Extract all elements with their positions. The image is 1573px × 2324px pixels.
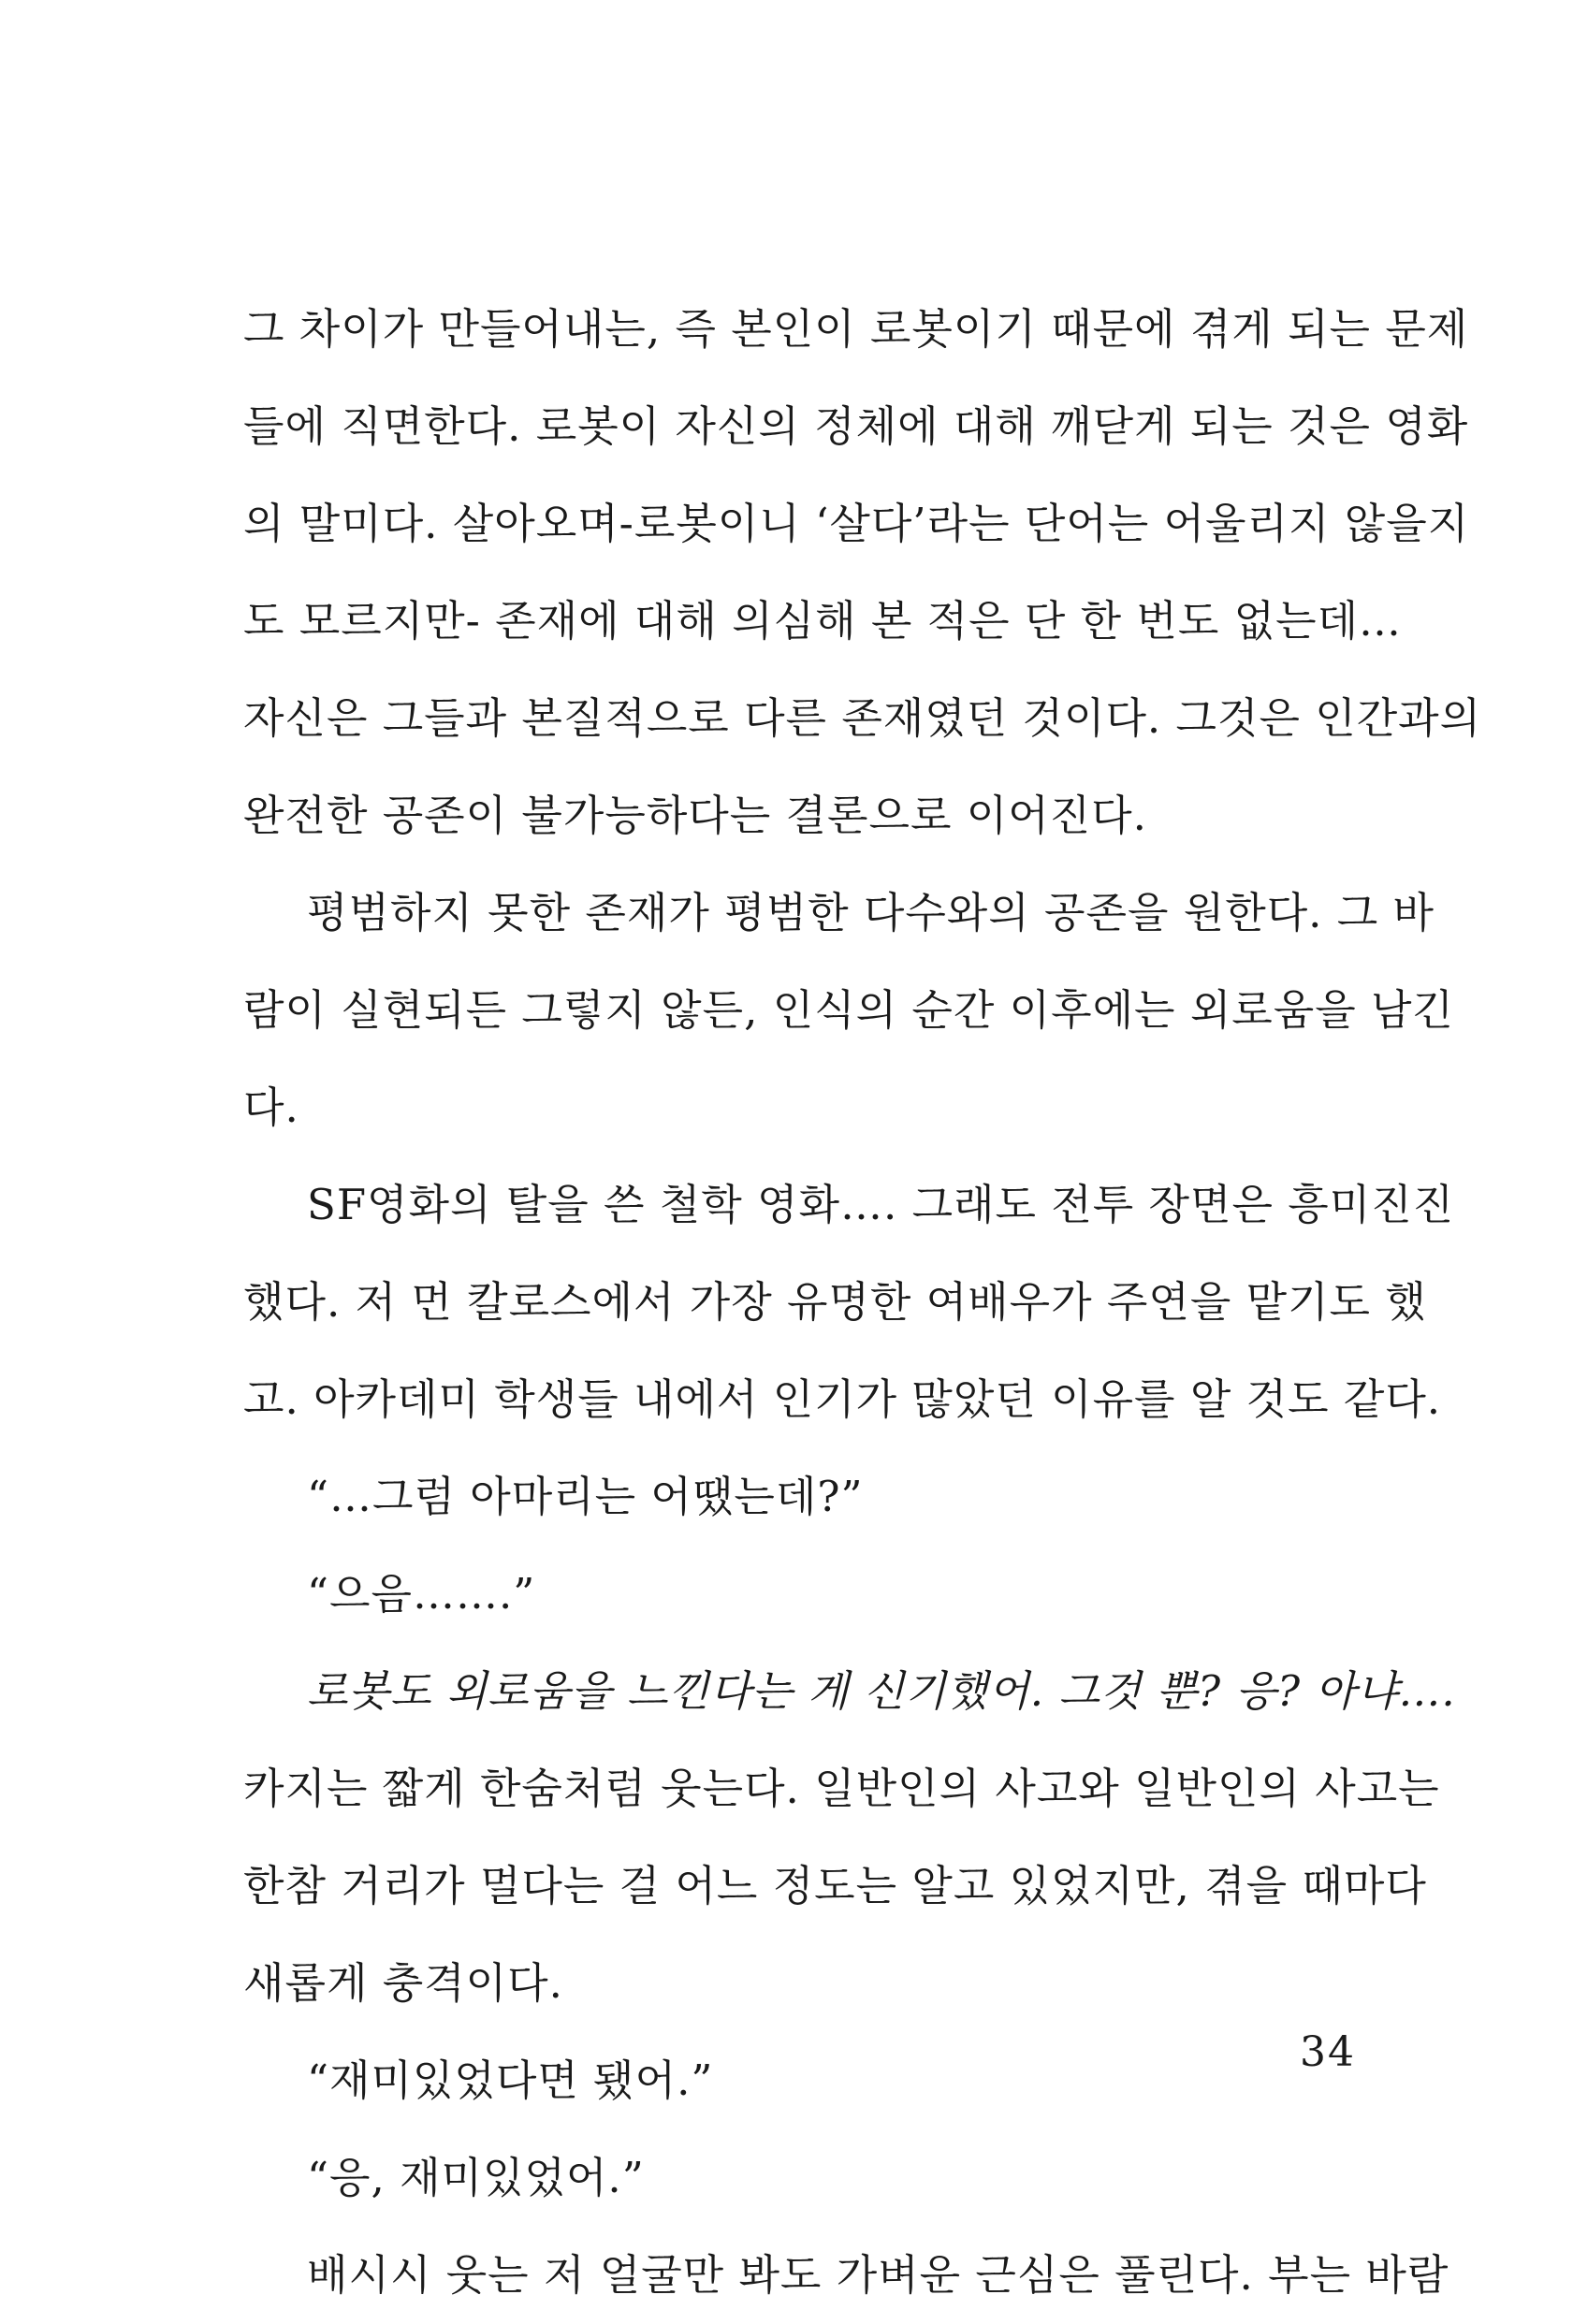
page-number: 34 (1300, 2028, 1356, 2076)
text-line: 도 모르지만- 존재에 대해 의심해 본 적은 단 한 번도 없는데… (243, 596, 1403, 646)
text-line: 했다. 저 먼 칼로스에서 가장 유명한 여배우가 주연을 맡기도 했 (243, 1277, 1427, 1327)
text-line: 완전한 공존이 불가능하다는 결론으로 이어진다. (243, 791, 1147, 840)
text-line: 그 차이가 만들어내는, 즉 본인이 로봇이기 때문에 겪게 되는 문제 (243, 304, 1469, 354)
text-line: 다. (243, 1082, 299, 1132)
text-line: 카지는 짧게 한숨처럼 웃는다. 일반인의 사고와 일반인의 사고는 (243, 1764, 1440, 1813)
dialogue-line: “으음…….” (307, 1569, 536, 1619)
text-line: 자신은 그들과 본질적으로 다른 존재였던 것이다. 그것은 인간과의 (243, 693, 1482, 743)
text-line: SF영화의 탈을 쓴 철학 영화…. 그래도 전투 장면은 흥미진진 (307, 1180, 1455, 1229)
body-text (243, 281, 1482, 2324)
text-line: 고. 아카데미 학생들 내에서 인기가 많았던 이유를 알 것도 같다. (243, 1374, 1442, 1424)
dialogue-line: “…그럼 아마리는 어땠는데?” (307, 1472, 864, 1521)
inner-thought-line: 로봇도 외로움을 느낀다는 게 신기했어. 그것 뿐? 응? 아냐…. (307, 1666, 1456, 1716)
text-line: 새롭게 충격이다. (243, 1958, 563, 2008)
text-line: 한참 거리가 멀다는 걸 어느 정도는 알고 있었지만, 겪을 때마다 (243, 1861, 1427, 1910)
dialogue-line: “재미있었다면 됐어.” (307, 2055, 714, 2105)
dialogue-line: “응, 재미있었어.” (307, 2153, 645, 2202)
text-line: 람이 실현되든 그렇지 않든, 인식의 순간 이후에는 외로움을 남긴 (243, 985, 1454, 1035)
text-line: 들에 직면한다. 로봇이 자신의 정체에 대해 깨닫게 되는 것은 영화 (243, 401, 1469, 451)
text-line: 평범하지 못한 존재가 평범한 다수와의 공존을 원한다. 그 바 (307, 888, 1435, 937)
text-line: 의 말미다. 살아오며-로봇이니 ‘살다’라는 단어는 어울리지 않을지 (243, 499, 1470, 548)
text-line: 배시시 웃는 저 얼굴만 봐도 가벼운 근심은 풀린다. 부는 바람 (307, 2250, 1449, 2300)
